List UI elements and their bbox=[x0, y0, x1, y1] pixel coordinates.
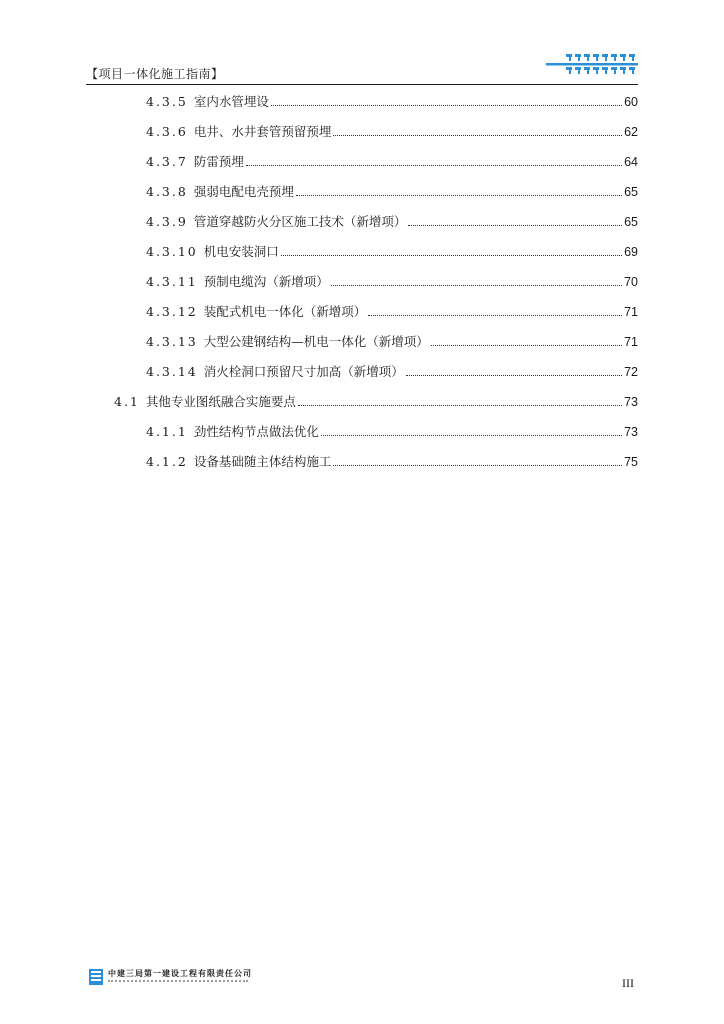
page-number: III bbox=[622, 976, 634, 990]
toc-entry[interactable] bbox=[146, 92, 638, 112]
toc-dot-leader bbox=[321, 434, 622, 436]
toc-entry-title: 消火栓洞口预留尺寸加高（新增项） bbox=[203, 364, 404, 379]
toc-entry-page: 69 bbox=[624, 245, 638, 259]
toc-entry-number: 4.3.10 bbox=[146, 244, 198, 259]
header-divider bbox=[86, 84, 638, 85]
toc-entry-title: 室内水管埋设 bbox=[193, 94, 269, 109]
toc-entry-title: 机电安装洞口 bbox=[203, 244, 279, 259]
toc-entry[interactable] bbox=[146, 242, 638, 262]
toc-entry-page: 64 bbox=[624, 155, 638, 169]
toc-entry-number: 4.3.13 bbox=[146, 334, 198, 349]
toc-entry-number: 4.3.9 bbox=[146, 214, 188, 229]
toc-entry[interactable] bbox=[146, 302, 638, 322]
toc-entry-page: 60 bbox=[624, 95, 638, 109]
toc-entry-page: 71 bbox=[624, 305, 638, 319]
toc-entry-page: 70 bbox=[624, 275, 638, 289]
header-title: 【项目一体化施工指南】 bbox=[86, 67, 224, 81]
toc-entry-title: 电井、水井套管预留预埋 bbox=[193, 124, 332, 139]
toc-dot-leader bbox=[333, 134, 622, 136]
toc-dot-leader bbox=[406, 374, 622, 376]
toc-entry-number: 4.3.5 bbox=[146, 94, 188, 109]
toc-entry-title: 设备基础随主体结构施工 bbox=[193, 454, 332, 469]
toc-dot-leader bbox=[296, 194, 622, 196]
toc-entry-number: 4.3.14 bbox=[146, 364, 198, 379]
toc-dot-leader bbox=[331, 284, 622, 286]
toc-dot-leader bbox=[298, 404, 622, 406]
toc-entry-number: 4.3.12 bbox=[146, 304, 198, 319]
toc-entry[interactable] bbox=[146, 122, 638, 142]
toc-entry[interactable] bbox=[146, 332, 638, 352]
toc-dot-leader bbox=[431, 344, 622, 346]
toc-entry[interactable] bbox=[146, 422, 638, 442]
toc-dot-leader bbox=[281, 254, 622, 256]
toc-entry-page: 65 bbox=[624, 215, 638, 229]
toc-dot-leader bbox=[246, 164, 622, 166]
toc-entry-page: 75 bbox=[624, 455, 638, 469]
toc-entry-title: 管道穿越防火分区施工技术（新增项） bbox=[193, 214, 407, 229]
toc-entry-title: 其他专业图纸融合实施要点 bbox=[145, 394, 296, 409]
toc-entry-number: 4.3.7 bbox=[146, 154, 188, 169]
toc-entry-title: 预制电缆沟（新增项） bbox=[203, 274, 329, 289]
toc-entry-title: 大型公建钢结构—机电一体化（新增项） bbox=[203, 334, 429, 349]
toc-entry[interactable] bbox=[146, 272, 638, 292]
toc-entry[interactable] bbox=[146, 182, 638, 202]
footer-company-english-line bbox=[108, 980, 248, 985]
toc-entry-title: 劲性结构节点做法优化 bbox=[193, 424, 319, 439]
toc-entry-page: 71 bbox=[624, 335, 638, 349]
toc-entry-title: 强弱电配电壳预埋 bbox=[193, 184, 294, 199]
toc-entry-page: 73 bbox=[624, 395, 638, 409]
toc-dot-leader bbox=[368, 314, 622, 316]
toc-entry-number: 4.3.11 bbox=[146, 274, 198, 289]
toc-dot-leader bbox=[408, 224, 622, 226]
toc-dot-leader bbox=[333, 464, 622, 466]
toc-entry[interactable] bbox=[146, 152, 638, 172]
company-wave-logo-icon bbox=[546, 54, 638, 80]
toc-entry[interactable] bbox=[146, 362, 638, 382]
toc-entry-number: 4.1 bbox=[114, 394, 140, 409]
cscec-logo-icon bbox=[89, 969, 103, 985]
toc-entry-page: 72 bbox=[624, 365, 638, 379]
toc-dot-leader bbox=[271, 104, 622, 106]
toc-entry[interactable] bbox=[114, 392, 638, 412]
toc-entry-title: 装配式机电一体化（新增项） bbox=[203, 304, 367, 319]
toc-entry-page: 62 bbox=[624, 125, 638, 139]
toc-entry-page: 65 bbox=[624, 185, 638, 199]
toc-entry-page: 73 bbox=[624, 425, 638, 439]
toc-entry[interactable] bbox=[146, 212, 638, 232]
toc-entry-number: 4.3.8 bbox=[146, 184, 188, 199]
toc-entry-title: 防雷预埋 bbox=[193, 154, 244, 169]
footer-company-name: 中建三局第一建设工程有限责任公司 bbox=[108, 969, 252, 978]
toc-entry-number: 4.1.1 bbox=[146, 424, 188, 439]
toc-entry[interactable] bbox=[146, 452, 638, 472]
toc-entry-number: 4.1.2 bbox=[146, 454, 188, 469]
toc-entry-number: 4.3.6 bbox=[146, 124, 188, 139]
